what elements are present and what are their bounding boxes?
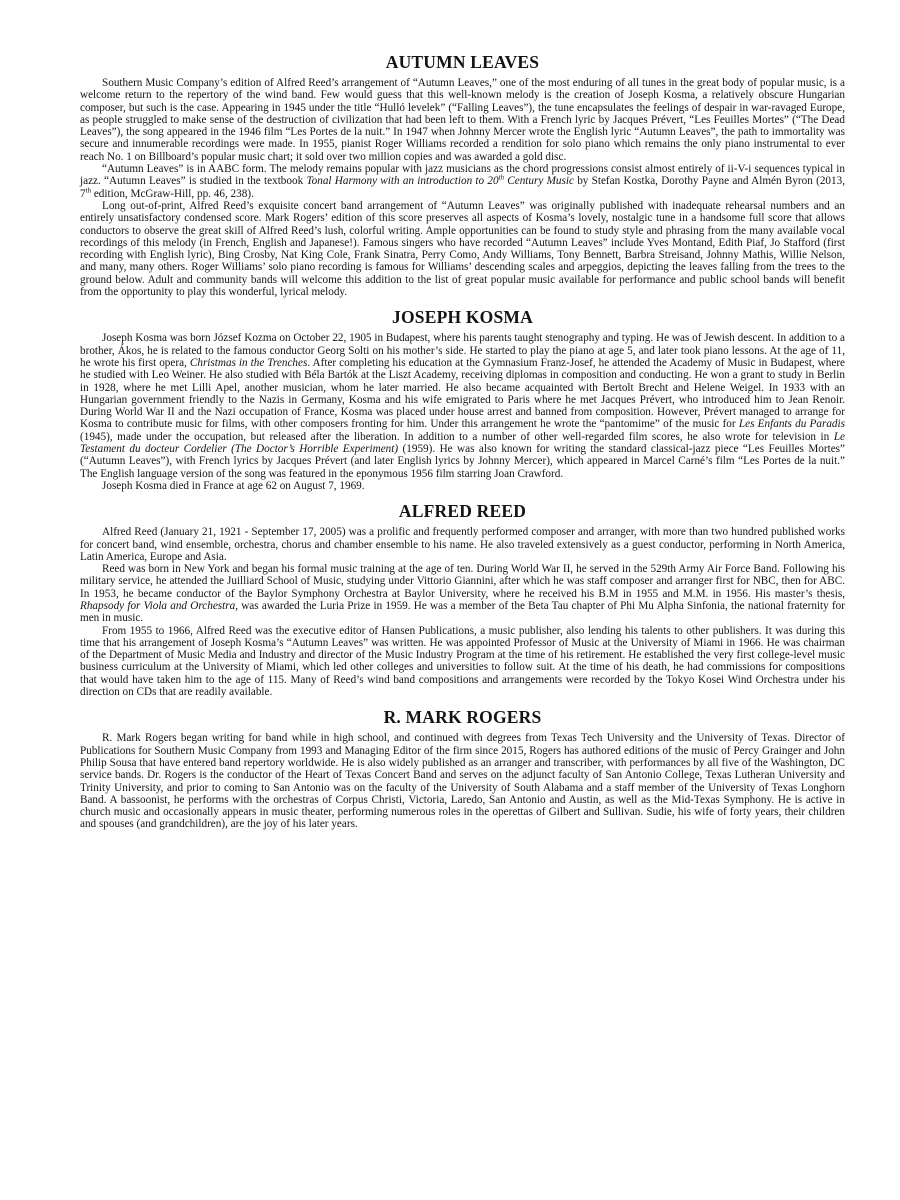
section-title: JOSEPH KOSMA xyxy=(392,307,533,328)
text-run: . After completing his education at the Gymnasium Franz-Josef, he attended the Academy of Music in Budapest, where he studied with Leo Weiner. He also studied with Béla Bartók at the Liszt Academy, receiving diplomas in composition and conducting. He won a grant to study in Berlin in 1928, where he met Lilli Apel, another musician, whom he later married. He also became acquainted with Bertolt Brecht and Helene Weigel. In 1933 with an Hungarian government friendly to the Nazis in Germany, Kosma and his wife emigrated to Paris where he met Jacques Prévert, who introduced him to Jean Renoir. During World War II and the Nazi occupation of France, Kosma was placed under house arrest and banned from composition. However, Prévert managed to arrange for Kosma to contribute music for films, with other composers fronting for him. Under this arrangement he wrote the “pantomime” of the music for xyxy=(80,356,846,431)
section-autumn-leaves xyxy=(80,52,845,298)
italic-text: Rhapsody for Viola and Orchestra, xyxy=(80,599,238,612)
section-joseph-kosma xyxy=(80,307,845,492)
italic-text: Century Music xyxy=(504,175,574,188)
text-run: Long out-of-print, Alfred Reed’s exquisite concert band arrangement of “Autumn Leaves” was originally published with inadequate rehearsal numbers and an entirely unsatisfactory condensed score. Mark Rogers’ edition of this score preserves all aspects of Kosma’s lovely, nostalgic tune in a handsome full score that allows conductors to observe the great skill of Alfred Reed’s lush, colorful writing. Ample opportunities can be found to study style and phrasing from the many available vocal recordings of this melody (in French, English and Japanese!). Famous singers who have recorded “Autumn Leaves” include Yves Montand, Edith Piaf, Jo Stafford (first recording with English lyric), Bing Crosby, Nat King Cole, Frank Sinatra, Perry Como, Andy Williams, Tony Bennett, Barbra Streisand, Johnny Mathis, Willie Nelson, and many, many others. Roger Williams’ solo piano recording is famous for Williams’ descending scales and arpeggios, depicting the leaves falling from the trees to the ground below. Adult and community bands will welcome this addition to the list of great popular music available for performance and public school bands will benefit from the opportunity to play this wonderful, lyrical melody. xyxy=(80,199,845,299)
text-run: (1945), made under the occupation, but released after the liberation. In addition to a number of other well-regarded film scores, he also wrote for television in xyxy=(80,430,834,443)
section-alfred-reed xyxy=(80,501,845,698)
italic-text: th xyxy=(498,173,505,182)
text-run: edition, McGraw-Hill, pp. 46, 238). xyxy=(91,187,254,200)
document-page xyxy=(80,52,845,840)
paragraph xyxy=(80,163,845,200)
text-run: was awarded the Luria Prize in 1959. He was a member of the Beta Tau chapter of Phi Mu Alpha Sinfonia, the national fraternity for men in music. xyxy=(80,599,845,625)
italic-text: Les Enfants du Paradis xyxy=(738,418,845,431)
text-run: Southern Music Company’s edition of Alfred Reed’s arrangement of “Autumn Leaves,” one of the most enduring of all tunes in the great body of popular music, is a welcome return to the repertory of the wind band. Few would guess that this well-known melody is the creation of Joseph Kosma, a relatively obscure Hungarian composer, but such is the case. Appearing in 1945 under the title “Hulló levelek” (“Falling Leaves”), the tune encapsulates the feelings of despair in war-ravaged Europe, as people struggled to make sense of the destruction of civilization that had been left to them. With a French lyric by Jacques Prévert, “Les Feuilles Mortes” (“The Dead Leaves”), the song appeared in the 1946 film “Les Portes de la nuit.” In 1947 when Johnny Mercer wrote the English lyric “Autumn Leaves”, the path to immortality was secure and innumerable recordings were made. In 1955, pianist Roger Williams recorded a rendition for solo piano which remains the only piano instrumental to ever reach No. 1 on Billboard’s popular music chart; it sold over two million copies and was awarded a gold disc. xyxy=(80,77,845,163)
text-run: From 1955 to 1966, Alfred Reed was the executive editor of Hansen Publications, a music publisher, also lending his talents to other publishers. It was during this time that his arrangement of Joseph Kosma’s “Autumn Leaves” was written. He was appointed Professor of Music at the University of Miami in 1966. He was chairman of the Department of Music Media and Industry and director of the Music Industry Program at the time of his retirement. He established the very first college-level music business curriculum at the University of Miami, which led other colleges and universities to follow suit. At the time of his death, he had commissions for compositions that would have taken him to the age of 115. Many of Reed’s wind band compositions and arrangements were recorded by the Tokyo Kosei Wind Orchestra under his direction on CDs that are readily available. xyxy=(80,624,845,699)
section-title: AUTUMN LEAVES xyxy=(385,52,540,72)
paragraph xyxy=(80,625,845,699)
section-r-mark-rogers xyxy=(80,707,845,830)
paragraph xyxy=(80,480,845,492)
paragraph xyxy=(80,563,845,624)
paragraph xyxy=(80,732,845,830)
text-run: th xyxy=(85,185,92,194)
italic-text: Le Testament du docteur Cordelier (The Doctor’s Horrible Experiment) xyxy=(80,430,845,456)
text-run: (1959). He was also known for writing the standard classical-jazz piece “Les Feuilles Mortes” (“Autumn Leaves”), with French lyrics by Jacques Prévert (and later English lyrics by Johnny Mercer), which appeared in Marcel Carné’s film “Les Portes de la nuit.” The English language version of the song was featured in the eponymous 1956 film starring Joan Crawford. xyxy=(80,443,845,480)
text-run: Joseph Kosma died in France at age 62 on August 7, 1969. xyxy=(102,479,365,492)
text-run: “Autumn Leaves” is in AABC form. The melody remains popular with jazz musicians as the chord progressions consist almost entirely of ii-V-i sequences typical in jazz. “Autumn Leaves” is studied in the textbook xyxy=(80,163,845,188)
paragraph xyxy=(80,200,845,298)
italic-text: Tonal Harmony with an introduction to 20 xyxy=(306,175,499,188)
text-run: Alfred Reed (January 21, 1921 - September 17, 2005) was a prolific and frequently performed composer and arranger, with more than two hundred published works for concert band, wind ensemble, orchestra, chorus and chamber ensemble to his name. He also traveled extensively as a guest conductor, performing in North America, Latin America, Europe and Asia. xyxy=(80,526,845,563)
text-run: Joseph Kosma was born József Kozma on October 22, 1905 in Budapest, where his parents taught stenography and typing. He was of Jewish descent. In addition to a brother, Ákos, he is related to the famous conductor Georg Solti on his mother’s side. He started to play the piano at age 5, and later took piano lessons. At the age of 11, he wrote his first opera, xyxy=(80,332,845,369)
text-run: by Stefan Kostka, Dorothy Payne and Almén Byron (2013, 7 xyxy=(80,175,845,200)
paragraph xyxy=(80,526,845,563)
section-title: ALFRED REED xyxy=(398,501,527,522)
paragraph xyxy=(80,77,845,163)
paragraph xyxy=(80,332,845,480)
section-title: R. MARK ROGERS xyxy=(383,707,542,728)
text-run: Reed was born in New York and began his formal music training at the age of ten. During World War II, he served in the 529th Army Air Force Band. Following his military service, he attended the Juilliard School of Music, studying under Vittorio Giannini, after which he was staff composer and arranger first for NBC, then for ABC. In 1953, he became conductor of the Baylor Symphony Orchestra at Baylor University, where he received his B.M in 1955 and M.M. in 1956. His master’s thesis, xyxy=(80,563,845,600)
italic-text: Christmas in the Trenches xyxy=(189,356,308,369)
text-run: R. Mark Rogers began writing for band while in high school, and continued with degrees from Texas Tech University and the University of Texas. Director of Publications for Southern Music Company from 1993 and Managing Editor of the firm since 2015, Rogers has authored editions of the music of Percy Grainger and John Philip Sousa that have entered band repertory worldwide. He is also widely published as an arranger and transcriber, with performances by all five of the Washington, DC service bands. Dr. Rogers is the conductor of the Heart of Texas Concert Band and serves on the adjunct faculty of San Antonio College, Texas Lutheran University and Trinity University, and prior to coming to San Antonio was on the faculty of the University of South Alabama and a staff member of the University of Texas Longhorn Band. A bassoonist, he performs with the orchestras of Corpus Christi, Victoria, Laredo, San Antonio and Austin, as well as the Mid-Texas Symphony. He is active in church music and occasionally appears in music theater, performing numerous roles in the operettas of Gilbert and Sullivan. Sudie, his wife of forty years, their children and spouses (and grandchildren), are the joy of his later years. xyxy=(80,732,845,831)
